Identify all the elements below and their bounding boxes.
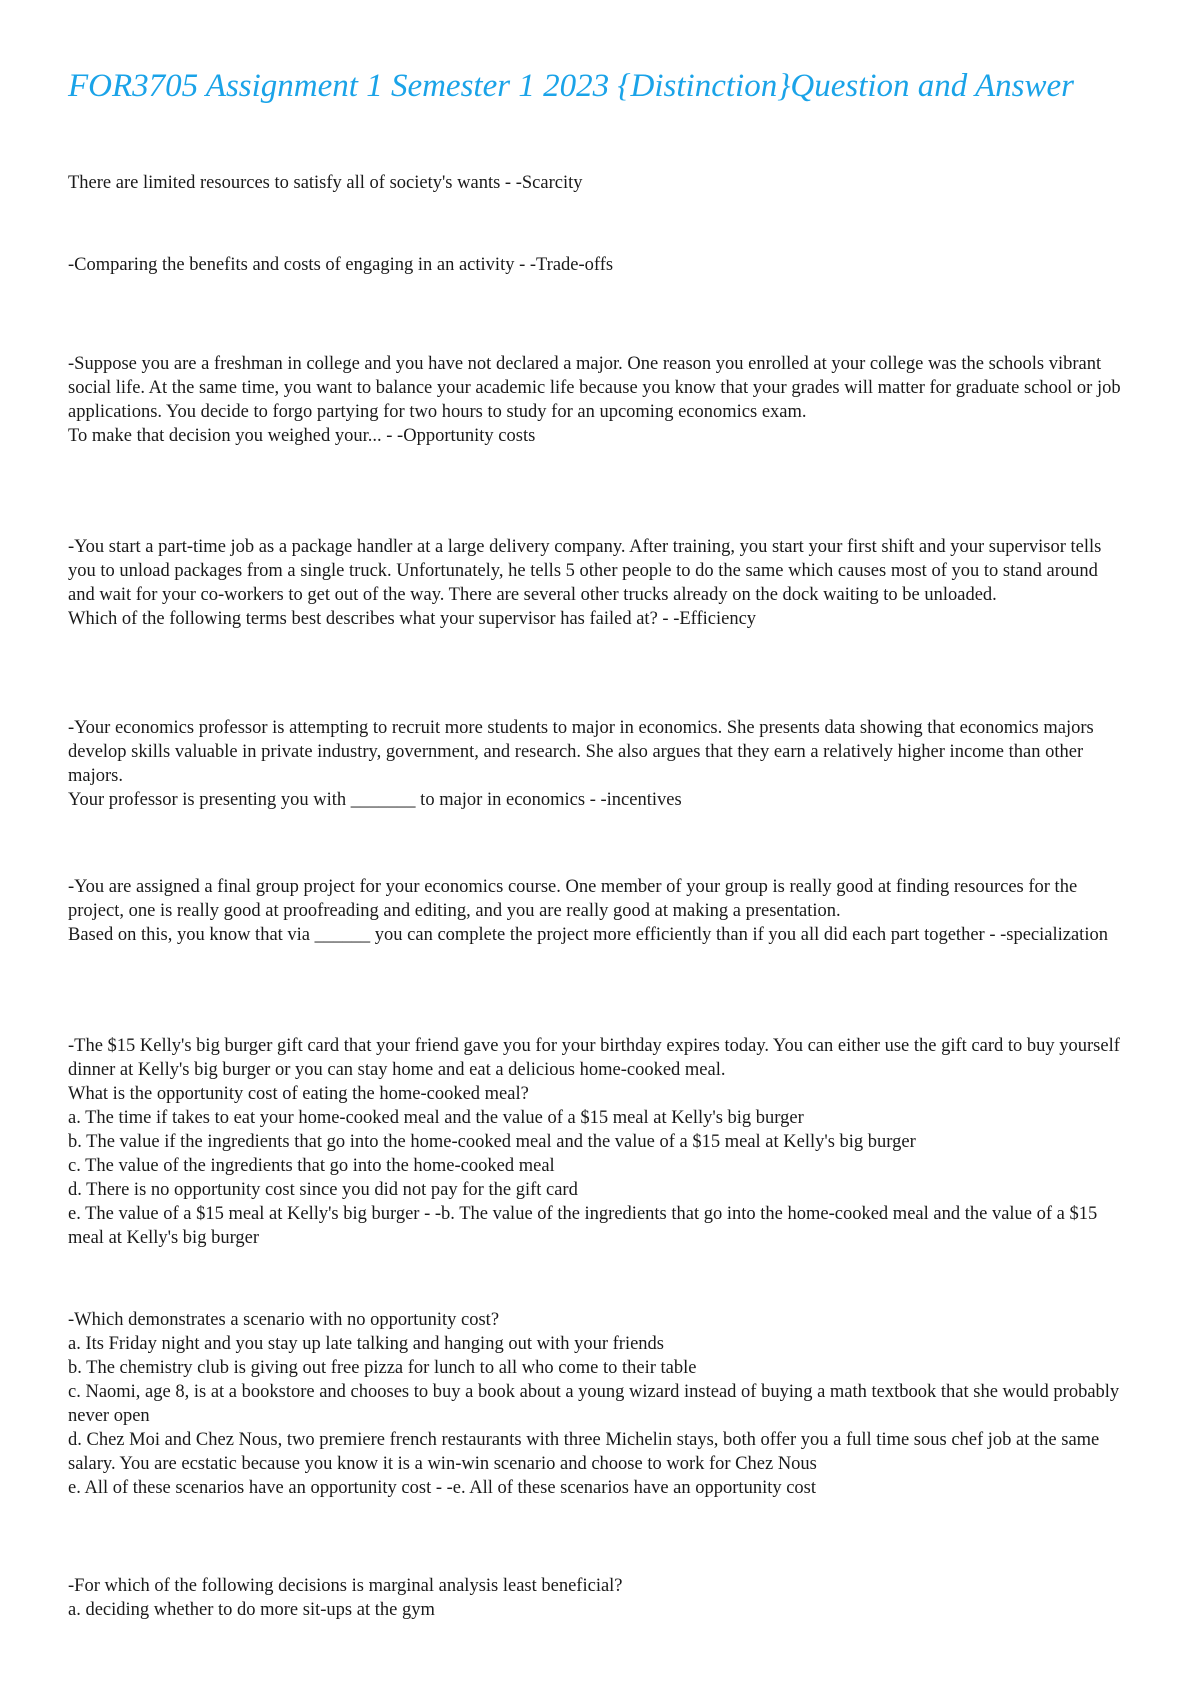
- qa-option: c. Naomi, age 8, is at a bookstore and chooses to buy a book about a young wizard instead of buying a math textbook that she would probably never open: [68, 1382, 1120, 1426]
- qa-item-marginal-analysis: [68, 1574, 1128, 1622]
- qa-line: -Which demonstrates a scenario with no opportunity cost?: [68, 1310, 500, 1330]
- qa-line: -Your economics professor is attempting to recruit more students to major in economics. She presents data showing that economics majors develop skills valuable in private industry, government, and research. She also argues that they earn a relatively higher income than other majors.: [68, 718, 1094, 786]
- qa-line: There are limited resources to satisfy all of society's wants - -Scarcity: [68, 173, 583, 193]
- qa-item-trade-offs: [68, 253, 1128, 277]
- qa-option: e. All of these scenarios have an opportunity cost - -e. All of these scenarios have an opportunity cost: [68, 1478, 817, 1498]
- qa-line: To make that decision you weighed your... - -Opportunity costs: [68, 426, 536, 446]
- qa-line: -Suppose you are a freshman in college and you have not declared a major. One reason you enrolled at your college was the schools vibrant social life. At the same time, you want to balance your academic life because you know that your grades will matter for graduate school or job applications. You decide to forgo partying for two hours to study for an upcoming economics exam.: [68, 354, 1121, 422]
- qa-line: Based on this, you know that via ______ you can complete the project more efficiently than if you all did each part together - -specialization: [68, 925, 1108, 945]
- qa-item-incentives: [68, 716, 1128, 812]
- qa-option: d. Chez Moi and Chez Nous, two premiere french restaurants with three Michelin stays, both offer you a full time sous chef job at the same salary. You are ecstatic because you know it is a win-win scenario and choose to work for Chez Nous: [68, 1430, 1100, 1474]
- qa-option: e. The value of a $15 meal at Kelly's big burger - -b. The value of the ingredients that go into the home-cooked meal and the value of a $15 meal at Kelly's big burger: [68, 1204, 1098, 1248]
- qa-option: c. The value of the ingredients that go into the home-cooked meal: [68, 1156, 555, 1176]
- qa-item-scarcity: [68, 171, 1128, 195]
- qa-item-opportunity-costs: [68, 352, 1128, 448]
- qa-item-no-opportunity-cost: [68, 1308, 1128, 1500]
- qa-line: -You start a part-time job as a package handler at a large delivery company. After training, you start your first shift and your supervisor tells you to unload packages from a single truck. Unfortunately, he tells 5 other people to do the same which causes most of you to stand around and wait for your co-workers to get out of the way. There are several other trucks already on the dock waiting to be unloaded.: [68, 537, 1102, 605]
- qa-line: -The $15 Kelly's big burger gift card that your friend gave you for your birthday expires today. You can either use the gift card to buy yourself dinner at Kelly's big burger or you can stay home and eat a delicious home-cooked meal.: [68, 1036, 1120, 1080]
- qa-option: b. The chemistry club is giving out free pizza for lunch to all who come to their table: [68, 1358, 697, 1378]
- qa-line: -Comparing the benefits and costs of engaging in an activity - -Trade-offs: [68, 255, 614, 275]
- qa-option: d. There is no opportunity cost since you did not pay for the gift card: [68, 1180, 578, 1200]
- qa-item-gift-card: [68, 1034, 1128, 1250]
- document-title: FOR3705 Assignment 1 Semester 1 2023 {Distinction}Question and Answer: [68, 68, 1074, 104]
- qa-line: -You are assigned a final group project for your economics course. One member of your group is really good at finding resources for the project, one is really good at proofreading and editing, and you are really good at making a presentation.: [68, 877, 1078, 921]
- qa-option: a. deciding whether to do more sit-ups at the gym: [68, 1600, 435, 1620]
- qa-line: What is the opportunity cost of eating the home-cooked meal?: [68, 1084, 529, 1104]
- qa-option: b. The value if the ingredients that go into the home-cooked meal and the value of a $15 meal at Kelly's big burger: [68, 1132, 916, 1152]
- qa-item-specialization: [68, 875, 1128, 947]
- qa-line: Which of the following terms best describes what your supervisor has failed at? - -Efficiency: [68, 609, 757, 629]
- qa-line: -For which of the following decisions is marginal analysis least beneficial?: [68, 1576, 623, 1596]
- qa-option: a. The time if takes to eat your home-cooked meal and the value of a $15 meal at Kelly's big burger: [68, 1108, 804, 1128]
- qa-option: a. Its Friday night and you stay up late talking and hanging out with your friends: [68, 1334, 665, 1354]
- qa-line: Your professor is presenting you with _______ to major in economics - -incentives: [68, 790, 682, 810]
- qa-item-efficiency: [68, 535, 1128, 631]
